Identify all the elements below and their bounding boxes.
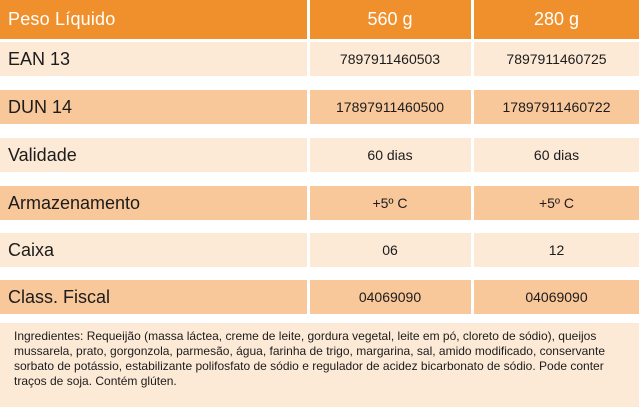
row-value-280g: 17897911460722 xyxy=(502,99,611,115)
row-value-560g: 60 dias xyxy=(367,147,413,163)
row-value-560g: +5º C xyxy=(372,195,408,211)
row-label: Armazenamento xyxy=(8,193,141,213)
row-label: Caixa xyxy=(8,240,55,260)
table-row-ean13 xyxy=(0,42,639,76)
row-label: DUN 14 xyxy=(8,97,73,117)
row-value-560g: 06 xyxy=(382,242,398,258)
row-label: Class. Fiscal xyxy=(8,287,111,307)
row-value-280g: +5º C xyxy=(538,195,575,211)
table-row-armazenamento xyxy=(0,186,639,220)
row-value-280g: 60 dias xyxy=(533,147,580,163)
column-divider xyxy=(471,0,474,323)
row-value-560g: 7897911460503 xyxy=(339,51,441,67)
row-value-280g: 7897911460725 xyxy=(506,51,607,67)
ingredients-text: Ingredientes: Requeijão (massa láctea, creme de leite, gordura vegetal, leite em pó, cloreto de sódio), queijos mussarela, prato, gorgonzola, parmesão, água, farinha de trigo, margarina, sal, amido modificado, conservante sorbato de potássio, estabilizante polifosfato de sódio e regulador de acidez bicarbonato de sódio. Pode conter traços de soja. Contém glúten. xyxy=(14,329,605,388)
header-label-net-weight: Peso Líquido xyxy=(8,9,116,29)
table-row-dun14 xyxy=(0,90,639,124)
table-row-class-fiscal xyxy=(0,280,639,314)
table-row-validade xyxy=(0,138,639,172)
row-value-280g: 12 xyxy=(548,242,565,258)
row-label: Validade xyxy=(8,145,77,165)
column-divider xyxy=(307,0,310,323)
row-value-560g: 04069090 xyxy=(358,289,422,305)
header-col-560g: 560 g xyxy=(367,9,413,29)
row-label: EAN 13 xyxy=(8,49,71,69)
table-header xyxy=(0,0,639,39)
row-value-280g: 04069090 xyxy=(525,289,588,305)
table-row-caixa xyxy=(0,233,639,267)
header-col-280g: 280 g xyxy=(533,9,580,29)
ingredients-box xyxy=(0,323,639,407)
row-value-560g: 17897911460500 xyxy=(336,99,444,115)
